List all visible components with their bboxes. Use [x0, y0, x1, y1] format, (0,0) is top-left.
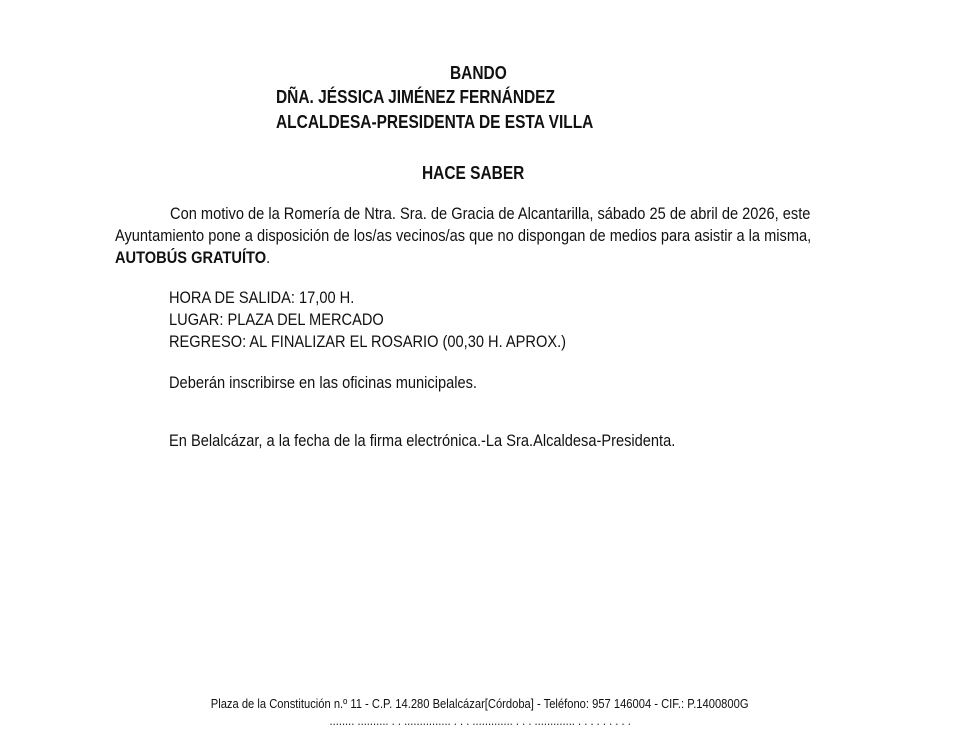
departure-time	[169, 287, 384, 309]
departure-place-text: LUGAR: PLAZA DEL MERCADO	[169, 310, 384, 329]
announcement-paragraph	[115, 203, 835, 269]
paragraph-line-2: Ayuntamiento pone a disposición de los/as vecinos/as que no dispongan de medios para asistir a la misma,	[115, 226, 812, 245]
departure-place	[169, 309, 419, 331]
paragraph-period: .	[266, 248, 271, 267]
footer-partial-line	[0, 713, 960, 729]
paragraph-line-1: Con motivo de la Romería de Ntra. Sra. de Gracia de Alcantarilla, sábado 25 de abril de 2026, este	[170, 204, 811, 223]
footer-address-text: Plaza de la Constitución n.º 11 - C.P. 14.280 Belalcázar[Córdoba] - Teléfono: 957 146004 - CIF.: P.1400800G	[211, 696, 749, 711]
mayor-title	[276, 111, 645, 133]
mayor-title-text: ALCALDESA-PRESIDENTA DE ESTA VILLA	[276, 112, 594, 132]
footer-address	[0, 696, 960, 712]
document-heading-bando	[450, 62, 516, 84]
section-title	[422, 162, 541, 184]
section-title-text: HACE SABER	[422, 163, 525, 183]
return-time	[169, 331, 631, 353]
registration-note-text: Deberán inscribirse en las oficinas municipales.	[169, 373, 477, 392]
signature-line	[169, 430, 758, 452]
departure-time-text: HORA DE SALIDA: 17,00 H.	[169, 288, 355, 307]
signature-line-text: En Belalcázar, a la fecha de la firma electrónica.-La Sra.Alcaldesa-Presidenta.	[169, 431, 676, 450]
mayor-name	[276, 86, 600, 108]
footer-partial-line-text: ........ .......... . . ............... . . . ............. . . . ............. . . . . . . . . .	[329, 713, 631, 728]
paragraph-line-3	[115, 247, 734, 269]
mayor-name-text: DÑA. JÉSSICA JIMÉNEZ FERNÁNDEZ	[276, 87, 555, 107]
heading-bando-text: BANDO	[450, 63, 507, 83]
free-bus-label: AUTOBÚS GRATUÍTO	[115, 248, 267, 267]
registration-note	[169, 372, 527, 394]
return-time-text: REGRESO: AL FINALIZAR EL ROSARIO (00,30 H. APROX.)	[169, 332, 567, 351]
